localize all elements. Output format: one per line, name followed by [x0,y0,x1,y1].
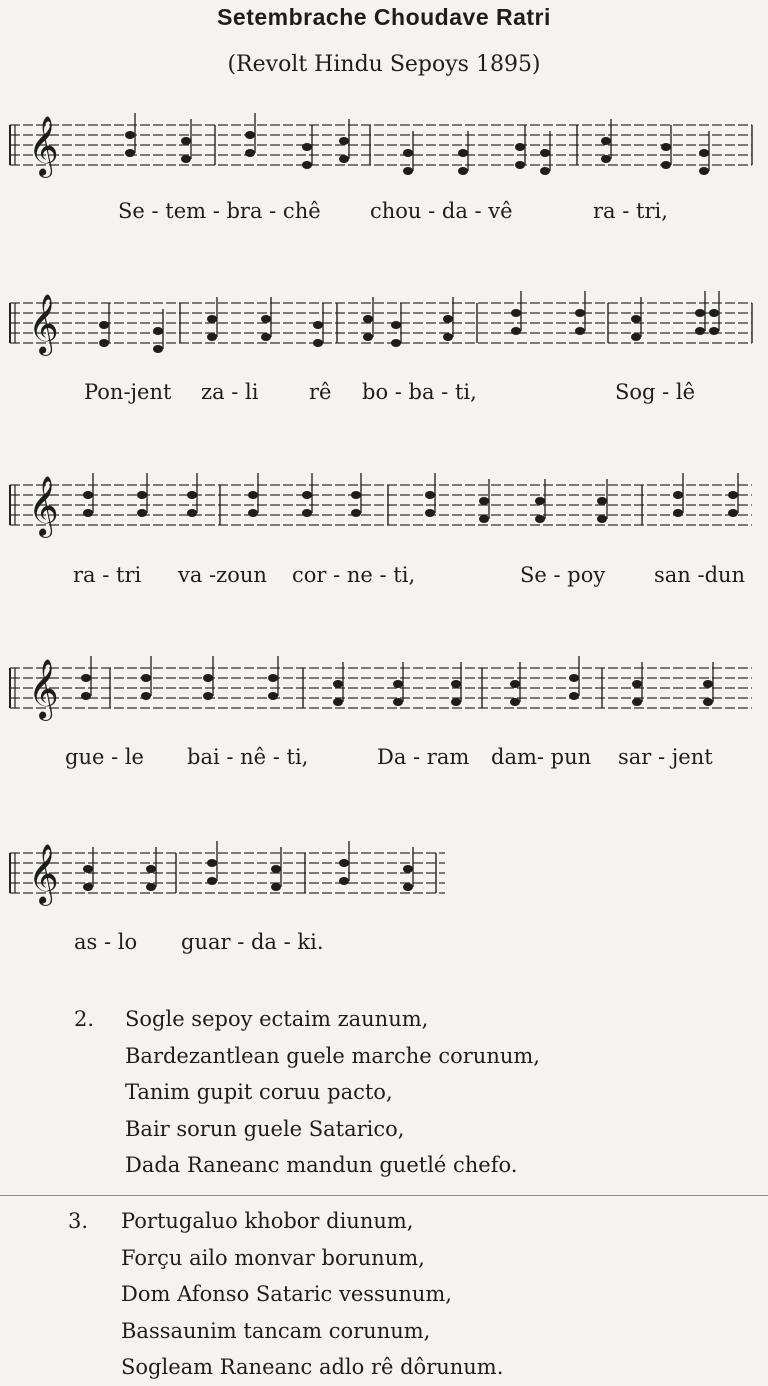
notehead [391,339,401,347]
notehead [575,309,585,317]
notehead [403,865,413,873]
notehead [302,509,312,517]
notehead [313,321,323,329]
notehead [699,149,709,157]
notehead [451,698,461,706]
notehead [271,883,281,891]
lyric-fragment: bai - nê - ti, [187,745,309,769]
notehead [245,131,255,139]
notehead [137,509,147,517]
notehead [302,161,312,169]
notehead [83,883,93,891]
lyric-fragment: dam- pun [491,745,592,769]
notehead [403,883,413,891]
notehead [207,333,217,341]
notehead [703,680,713,688]
notehead [673,509,683,517]
notehead [510,680,520,688]
notehead [403,167,413,175]
notehead [99,321,109,329]
notehead [187,491,197,499]
notehead [351,491,361,499]
notehead [363,315,373,323]
lyric-fragment: ra - tri [73,563,142,587]
notehead [203,692,213,700]
notehead [125,149,135,157]
lyric-fragment: chou - da - vê [370,199,513,223]
lyric-fragment: bo - ba - ti, [362,380,477,404]
notehead [181,137,191,145]
notehead [443,333,453,341]
verse-line: Dada Raneanc mandun guetlé chefo. [125,1153,518,1178]
notehead [339,877,349,885]
verse-line: Bassaunim tancam corunum, [121,1318,431,1343]
notehead [695,309,705,317]
notehead [393,680,403,688]
lyric-fragment: san -dun [654,563,746,587]
notehead [339,137,349,145]
notehead [268,692,278,700]
lyric-fragment: ra - tri, [593,199,668,223]
notehead [207,877,217,885]
notehead [245,149,255,157]
notehead [99,339,109,347]
verse-line: Forçu ailo monvar borunum, [121,1245,425,1270]
verse-line: Portugaluo khobor diunum, [121,1209,414,1233]
lyric-fragment: cor - ne - ti, [292,563,416,587]
notehead [535,497,545,505]
notehead [661,143,671,151]
divider [0,1195,768,1196]
notehead [363,333,373,341]
notehead [141,692,151,700]
notehead [181,155,191,163]
notehead [661,161,671,169]
notehead [510,698,520,706]
song-title: Setembrache Choudave Ratri [217,4,551,30]
notehead [601,137,611,145]
verse-2 [74,1001,694,1191]
treble-clef-icon: 𝄞 [28,659,59,719]
lyric-fragment: va -zoun [178,563,267,587]
notehead [203,674,213,682]
notehead [153,327,163,335]
song-subtitle: (Revolt Hindu Sepoys 1895) [227,52,541,77]
verse-line: Dom Afonso Sataric vessunum, [121,1282,452,1307]
treble-clef-icon: 𝄞 [28,116,59,176]
lyric-fragment: sar - jent [618,745,713,769]
notehead [393,698,403,706]
notehead [631,333,641,341]
notehead [153,345,163,353]
notehead [146,883,156,891]
notehead [673,491,683,499]
notehead [146,865,156,873]
lyric-fragment: guar - da - ki. [181,930,324,954]
notehead [351,509,361,517]
notehead [207,315,217,323]
notehead [695,327,705,335]
notehead [632,698,642,706]
notehead [248,509,258,517]
verse-line: Sogleam Raneanc adlo rê dôrunum. [121,1355,504,1380]
notehead [540,167,550,175]
verse-number: 2. [74,1007,95,1031]
notehead [569,674,579,682]
notehead [302,491,312,499]
lyric-fragment: Sog - lê [615,380,696,404]
notehead [515,143,525,151]
lyric-fragment: Se - poy [520,563,606,587]
notehead [540,149,550,157]
notehead [728,491,738,499]
notehead [391,321,401,329]
notehead [248,491,258,499]
notehead [313,339,323,347]
notehead [709,327,719,335]
notehead [709,309,719,317]
notehead [601,155,611,163]
notehead [141,674,151,682]
notehead [728,509,738,517]
treble-clef-icon: 𝄞 [28,476,59,536]
notehead [339,155,349,163]
notehead [703,698,713,706]
lyric-fragment: rê [309,380,332,404]
notehead [83,509,93,517]
lyric-fragment: za - li [201,380,259,404]
notehead [261,333,271,341]
verse-line: Sogle sepoy ectaim zaunum, [125,1007,429,1031]
notehead [443,315,453,323]
notehead [403,149,413,157]
verse-line: Bair sorun guele Satarico, [125,1116,405,1141]
notehead [597,497,607,505]
notehead [187,509,197,517]
notehead [207,859,217,867]
notehead [125,131,135,139]
notehead [83,865,93,873]
notehead [261,315,271,323]
verse-line: Tanim gupit coruu pacto, [125,1080,393,1105]
notehead [458,149,468,157]
notehead [339,859,349,867]
notehead [699,167,709,175]
notehead [451,680,461,688]
lyric-fragment: Da - ram [377,745,470,769]
notehead [632,680,642,688]
notehead [333,680,343,688]
verse-line: Bardezantlean guele marche corunum, [125,1043,540,1068]
notehead [511,327,521,335]
notehead [575,327,585,335]
verse-number: 3. [68,1209,89,1233]
notehead [302,143,312,151]
notehead [631,315,641,323]
notehead [511,309,521,317]
lyric-fragment: as - lo [74,930,138,954]
notehead [425,509,435,517]
lyric-fragment: Pon-jent [84,380,172,404]
notehead [137,491,147,499]
verse-3 [68,1203,688,1378]
notehead [425,491,435,499]
lyric-fragment: Se - tem - bra - chê [118,199,321,223]
notehead [479,515,489,523]
notehead [458,167,468,175]
notehead [535,515,545,523]
lyric-fragment: gue - le [65,745,144,769]
notehead [83,491,93,499]
treble-clef-icon: 𝄞 [28,294,59,354]
notehead [479,497,489,505]
notehead [333,698,343,706]
notehead [268,674,278,682]
notehead [569,692,579,700]
notehead [271,865,281,873]
notehead [597,515,607,523]
notehead [515,161,525,169]
treble-clef-icon: 𝄞 [28,844,59,904]
notehead [81,692,91,700]
notehead [81,674,91,682]
